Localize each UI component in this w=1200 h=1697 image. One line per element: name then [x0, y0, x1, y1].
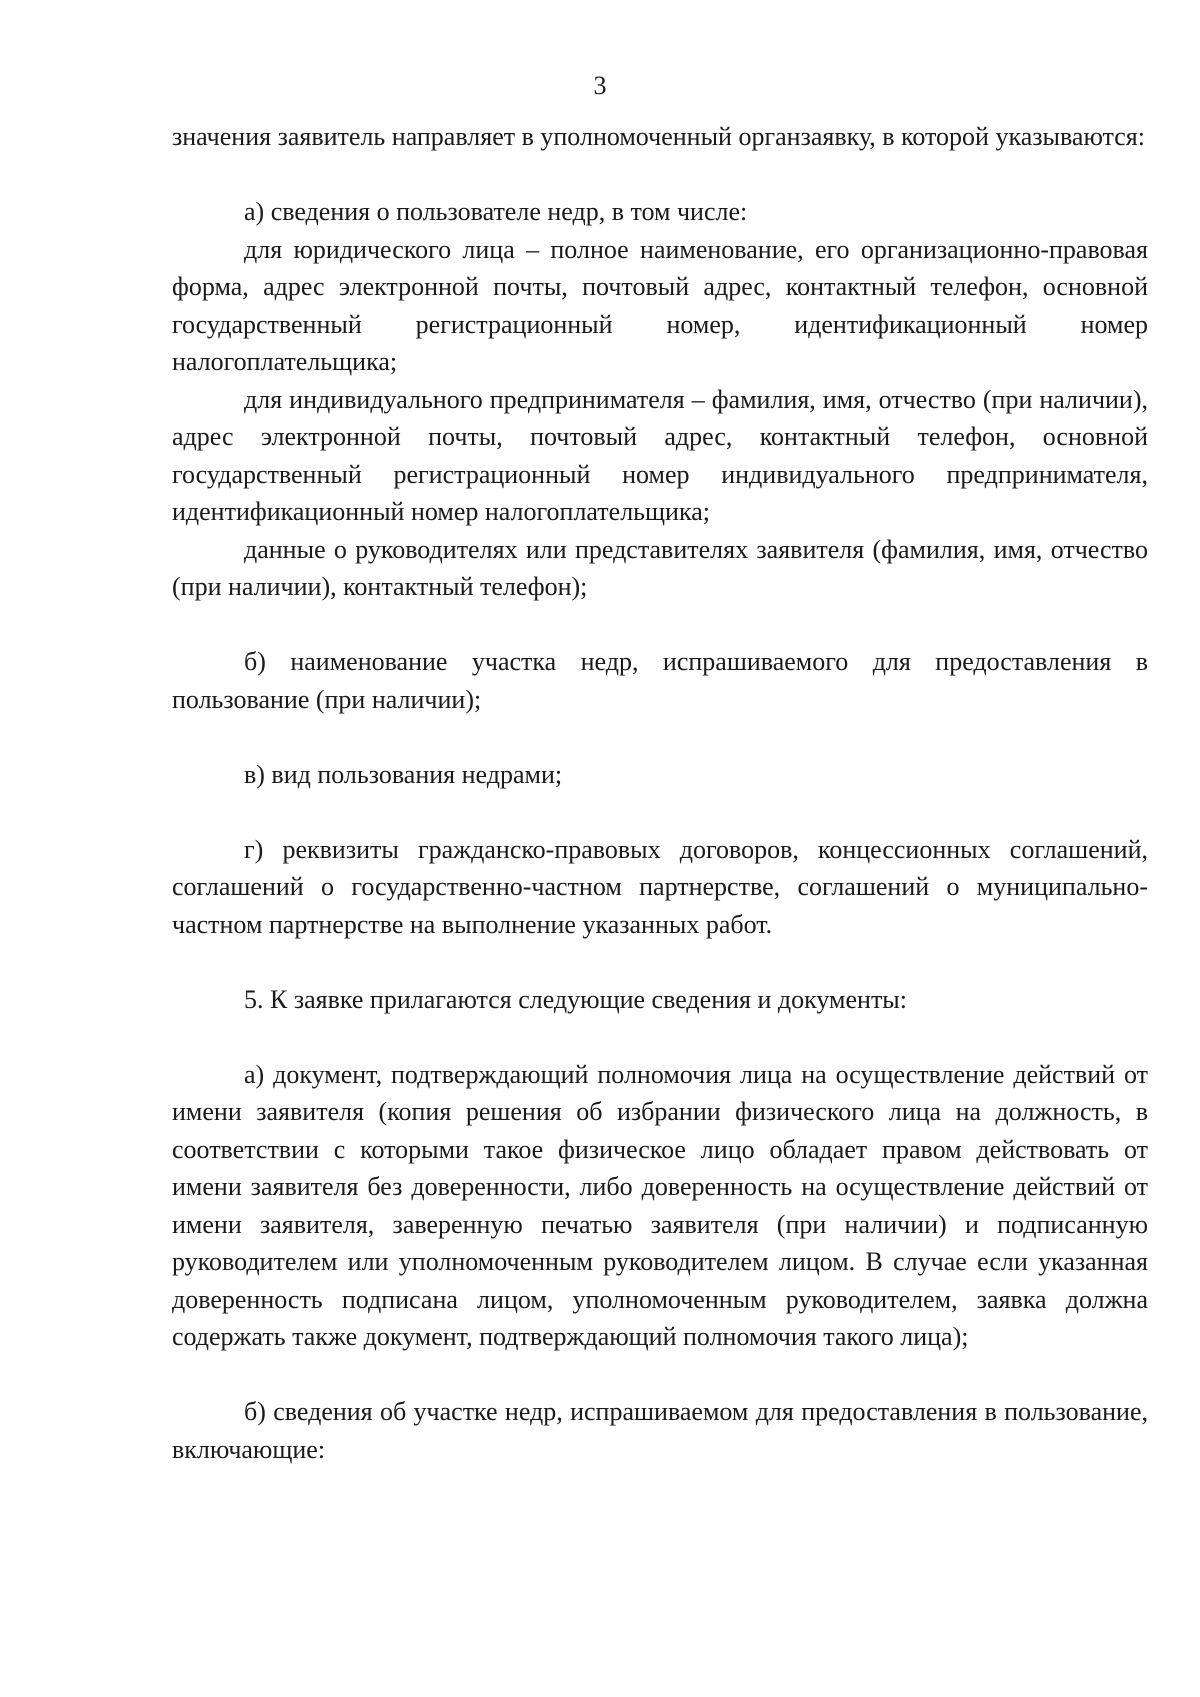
paragraph-representatives: данные о руководителях или представителях заявителя (фамилия, имя, отчество (при наличии), контактный телефон); [172, 534, 1148, 601]
paragraph-item-b: б) наименование участка недр, испрашиваемого для предоставления в пользование (при наличии); [172, 647, 1148, 714]
paragraph-item-g: г) реквизиты гражданско-правовых договоров, концессионных соглашений, соглашений о государственно-частном партнерстве, соглашений о муниципально-частном партнерстве на выполнение указанных работ. [172, 834, 1148, 939]
paragraph-continuation: значения заявитель направляет в уполномоченный органзаявку, в которой указываются: [172, 122, 1145, 151]
paragraph-section-5: 5. К заявке прилагаются следующие сведения и документы: [244, 984, 907, 1014]
document-body [172, 118, 1148, 1468]
paragraph-item-v: в) вид пользования недрами; [244, 759, 563, 789]
paragraph-legal-entity: для юридического лица – полное наименование, его организационно-правовая форма, адрес электронной почты, почтовый адрес, контактный телефон, основной государственный регистрационный номер, идентификационный номер налогоплательщика; [172, 234, 1148, 376]
paragraph-attachment-a: а) документ, подтверждающий полномочия лица на осуществление действий от имени заявителя (копия решения об избрании физического лица на должность, в соответствии с которыми такое физическое лицо обладает правом действовать от имени заявителя без доверенности, либо доверенность на осуществление действий от имени заявителя, заверенную печатью заявителя (при наличии) и подписанную руководителем или уполномоченным руководителем лицом. В случае если указанная доверенность подписана лицом, уполномоченным руководителем, заявка должна содержать также документ, подтверждающий полномочия такого лица); [172, 1059, 1148, 1351]
paragraph-item-a: а) сведения о пользователе недр, в том числе: [244, 197, 748, 226]
page-number: 3 [593, 71, 607, 100]
paragraph-individual-entrepreneur: для индивидуального предпринимателя – фамилия, имя, отчество (при наличии), адрес электронной почты, почтовый адрес, контактный телефон, основной государственный регистрационный номер индивидуального предпринимателя, идентификационный номер налогоплательщика; [172, 384, 1148, 526]
paragraph-attachment-b: б) сведения об участке недр, испрашиваемом для предоставления в пользование, включающие: [172, 1397, 1148, 1464]
